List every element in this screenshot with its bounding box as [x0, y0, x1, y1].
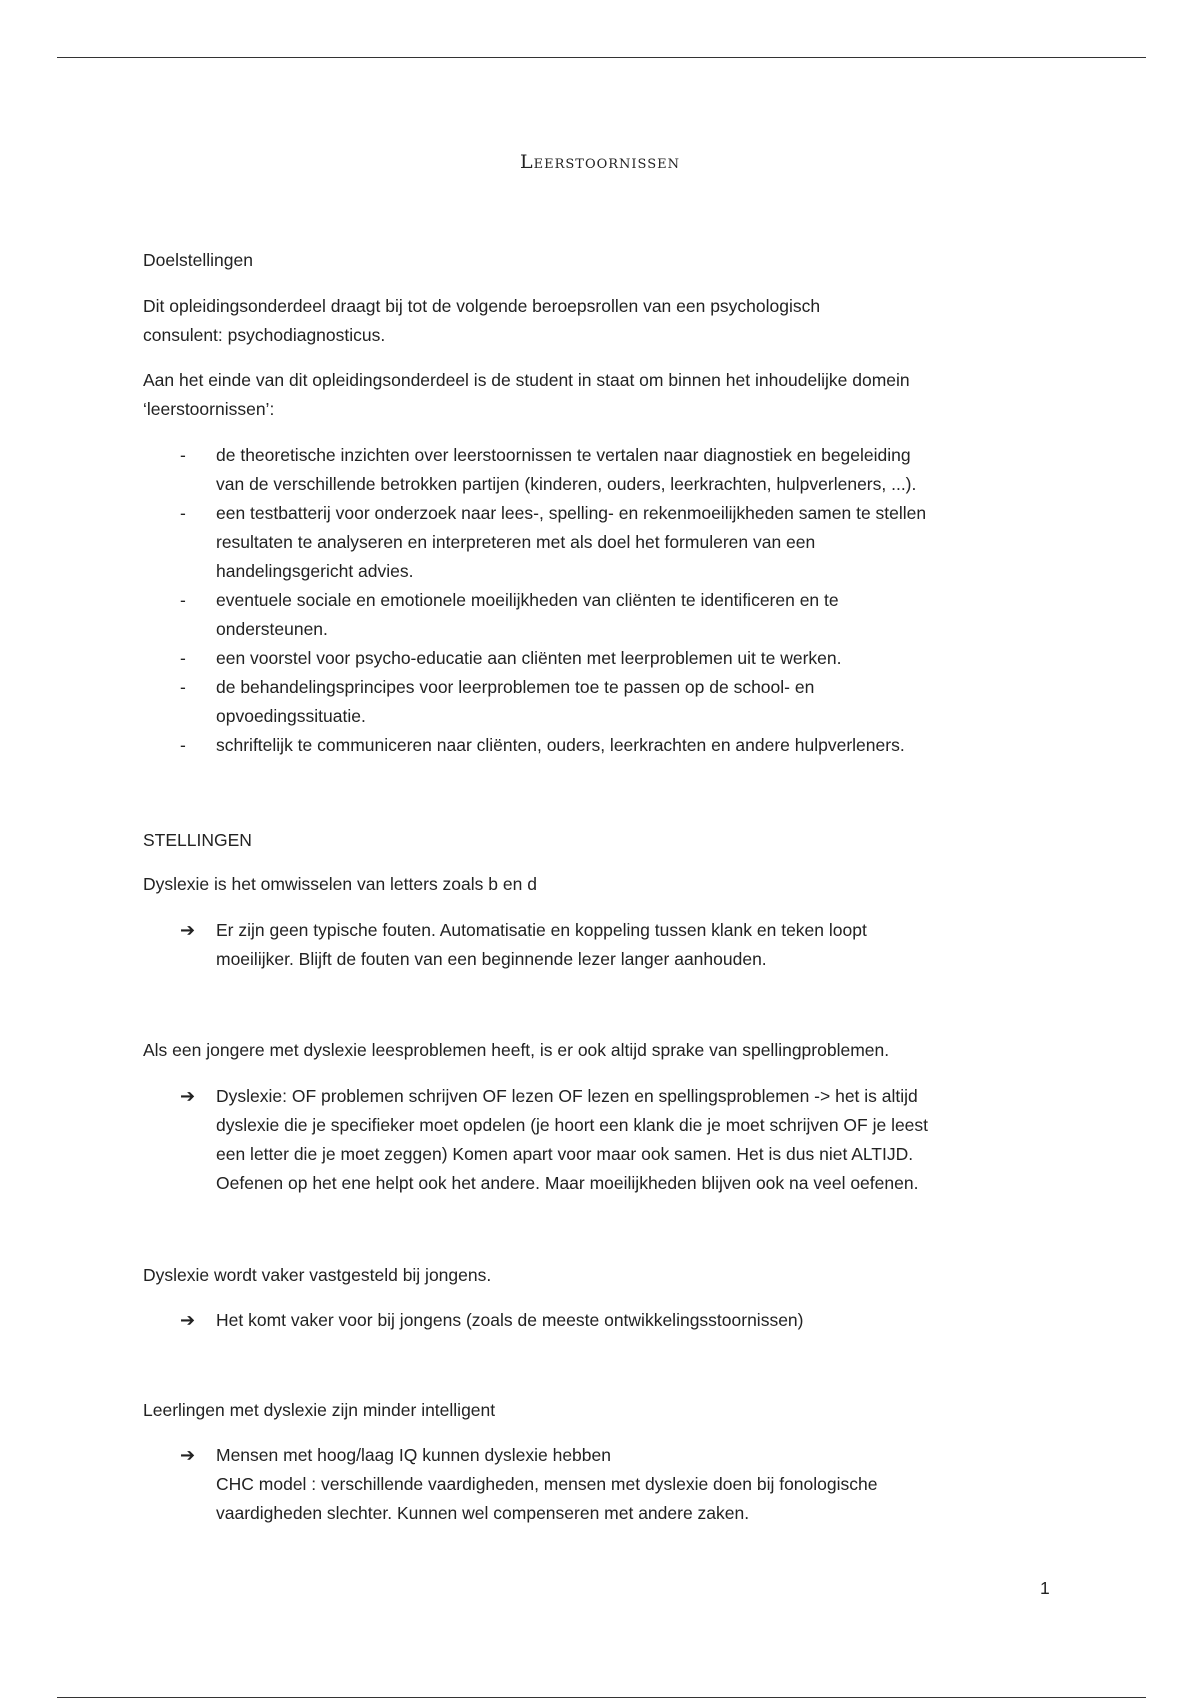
arrow-right-icon: ➔ — [180, 1086, 196, 1106]
answer-line: moeilijker. Blijft de fouten van een beginnende lezer langer aanhouden. — [216, 949, 767, 969]
list-item — [180, 731, 1060, 760]
dash-bullet: - — [180, 590, 186, 610]
answer-line: een letter die je moet zeggen) Komen apart voor maar ook samen. Het is dus niet ALTIJD. — [216, 1144, 914, 1164]
answer-line: Het komt vaker voor bij jongens (zoals de meeste ontwikkelingsstoornissen) — [216, 1310, 804, 1330]
answer-line: Er zijn geen typische fouten. Automatisatie en koppeling tussen klank en teken loopt — [216, 920, 867, 940]
statement-text: Leerlingen met dyslexie zijn minder intelligent — [143, 1400, 496, 1420]
list-item-line: schriftelijk te communiceren naar cliënten, ouders, leerkrachten en andere hulpverleners. — [216, 735, 905, 755]
list-item-line: resultaten te analyseren en interpreteren met als doel het formuleren van een — [216, 532, 816, 552]
list-item-line: van de verschillende betrokken partijen (kinderen, ouders, leerkrachten, hulpverleners, ...). — [216, 474, 917, 494]
paragraph-line: Aan het einde van dit opleidingsonderdeel is de student in staat om binnen het inhoudelijke domein — [143, 370, 910, 390]
answer-line: Dyslexie: OF problemen schrijven OF lezen OF lezen en spellingsproblemen -> het is altijd — [216, 1086, 918, 1106]
statement-text: Dyslexie wordt vaker vastgesteld bij jongens. — [143, 1265, 492, 1285]
page-title: Leerstoornissen — [519, 151, 681, 173]
top-rule — [57, 57, 1146, 58]
list-item-line: handelingsgericht advies. — [216, 561, 414, 581]
doelstellingen-heading — [143, 246, 1073, 275]
answer — [180, 916, 1060, 974]
statement — [143, 1396, 1073, 1425]
dash-bullet: - — [180, 735, 186, 755]
doelstellingen-list — [180, 441, 1060, 760]
list-item — [180, 673, 1060, 731]
answer-line: Oefenen op het ene helpt ook het andere. Maar moeilijkheden blijven ook na veel oefenen. — [216, 1173, 919, 1193]
paragraph-line: Dit opleidingsonderdeel draagt bij tot de volgende beroepsrollen van een psychologisch — [143, 296, 821, 316]
answer — [180, 1441, 1060, 1528]
paragraph-line: ‘leerstoornissen’: — [143, 399, 275, 419]
list-item — [180, 499, 1060, 586]
doelstellingen-intro — [143, 292, 1073, 350]
list-item-line: eventuele sociale en emotionele moeilijkheden van cliënten te identificeren en te — [216, 590, 839, 610]
statement — [143, 870, 1073, 899]
list-item — [180, 644, 1060, 673]
statement-text: Dyslexie is het omwisselen van letters zoals b en d — [143, 874, 537, 894]
list-item — [180, 441, 1060, 499]
list-item-line: ondersteunen. — [216, 619, 328, 639]
page-number: 1 — [1040, 1578, 1050, 1598]
answer — [180, 1306, 1060, 1335]
paragraph-line: consulent: psychodiagnosticus. — [143, 325, 386, 345]
answer-line: Mensen met hoog/laag IQ kunnen dyslexie hebben — [216, 1445, 611, 1465]
list-item-line: een voorstel voor psycho-educatie aan cliënten met leerproblemen uit te werken. — [216, 648, 842, 668]
list-item-line: de behandelingsprincipes voor leerproblemen toe te passen op de school- en — [216, 677, 815, 697]
statement — [143, 1036, 1073, 1065]
answer-line: CHC model : verschillende vaardigheden, mensen met dyslexie doen bij fonologische — [216, 1474, 878, 1494]
doelstellingen-aim — [143, 366, 1073, 424]
arrow-right-icon: ➔ — [180, 1310, 196, 1330]
answer — [180, 1082, 1060, 1198]
list-item-line: de theoretische inzichten over leerstoornissen te vertalen naar diagnostiek en begeleiding — [216, 445, 911, 465]
section-heading: STELLINGEN — [143, 830, 252, 850]
answer-line: vaardigheden slechter. Kunnen wel compenseren met andere zaken. — [216, 1503, 750, 1523]
list-item-line: een testbatterij voor onderzoek naar lees-, spelling- en rekenmoeilijkheden samen te stellen — [216, 503, 927, 523]
dash-bullet: - — [180, 648, 186, 668]
list-item-line: opvoedingssituatie. — [216, 706, 366, 726]
statement-text: Als een jongere met dyslexie leesproblemen heeft, is er ook altijd sprake van spellingproblemen. — [143, 1040, 890, 1060]
list-item — [180, 586, 1060, 644]
statement — [143, 1261, 1073, 1290]
arrow-right-icon: ➔ — [180, 920, 196, 940]
dash-bullet: - — [180, 503, 186, 523]
dash-bullet: - — [180, 445, 186, 465]
arrow-right-icon: ➔ — [180, 1445, 196, 1465]
bottom-rule — [57, 1697, 1146, 1698]
dash-bullet: - — [180, 677, 186, 697]
section-heading: Doelstellingen — [143, 250, 253, 270]
answer-line: dyslexie die je specifieker moet opdelen (je hoort een klank die je moet schrijven OF je leest — [216, 1115, 929, 1135]
stellingen-heading-block — [143, 826, 1073, 855]
